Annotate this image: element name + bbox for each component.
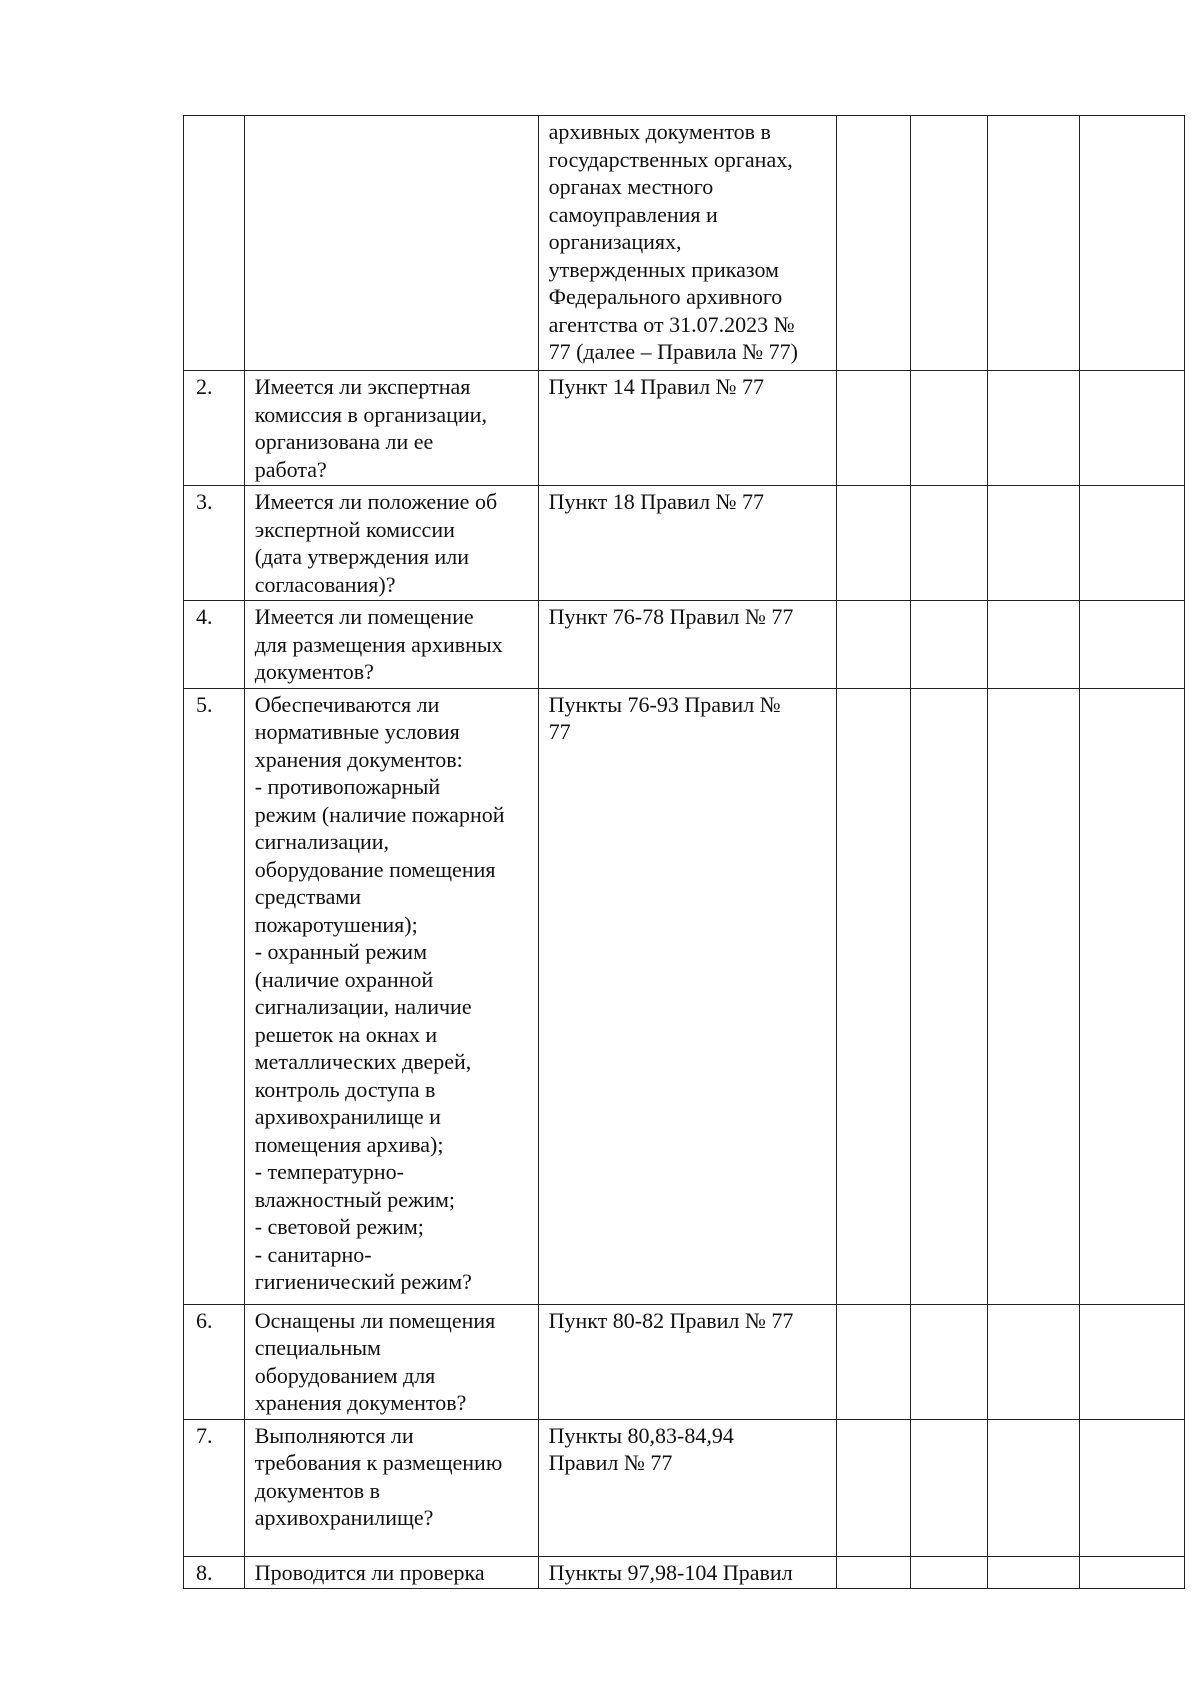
table-row — [184, 116, 1185, 371]
reference-cell — [538, 486, 836, 601]
table-row — [184, 688, 1185, 1304]
empty-answer-cell — [911, 688, 988, 1304]
empty-answer-cell — [836, 371, 911, 486]
reference-line: Пункт 80-82 Правил № 77 — [548, 1307, 794, 1333]
question-line: Выполняются ли — [254, 1422, 414, 1448]
reference-cell — [538, 116, 836, 371]
question-line: согласования)? — [254, 571, 396, 597]
empty-answer-cell — [1079, 688, 1184, 1304]
row-number — [184, 116, 245, 371]
question-line: нормативные условия — [254, 719, 460, 744]
question-line: Обеспечиваются ли — [254, 691, 440, 717]
table-row — [184, 371, 1185, 486]
question-line: - охранный режим — [254, 939, 427, 964]
empty-answer-cell — [911, 116, 988, 371]
question-cell — [244, 1304, 538, 1419]
empty-answer-cell — [987, 116, 1079, 371]
question-line: хранения документов: — [254, 746, 463, 772]
question-line: (наличие охранной — [254, 966, 434, 992]
empty-answer-cell — [911, 486, 988, 601]
table-row — [184, 601, 1185, 689]
question-line: экспертной комиссии — [254, 516, 455, 542]
empty-answer-cell — [987, 688, 1079, 1304]
question-line: Имеется ли помещение — [254, 604, 474, 629]
reference-cell — [538, 1556, 836, 1589]
empty-answer-cell — [1079, 116, 1184, 371]
reference-line: самоуправления и — [548, 201, 718, 227]
empty-answer-cell — [836, 601, 911, 689]
reference-line: Пункт 14 Правил № 77 — [548, 374, 765, 399]
question-cell — [244, 688, 538, 1304]
question-line: сигнализации, наличие — [254, 994, 472, 1019]
empty-answer-cell — [911, 601, 988, 689]
empty-answer-cell — [836, 1556, 911, 1589]
row-number: 2. — [184, 371, 245, 486]
question-line: - температурно- — [254, 1159, 404, 1184]
row-number: 4. — [184, 601, 245, 689]
empty-answer-cell — [987, 486, 1079, 601]
reference-line: утвержденных приказом — [548, 256, 779, 282]
table-row — [184, 1556, 1185, 1589]
empty-answer-cell — [987, 601, 1079, 689]
empty-answer-cell — [1079, 371, 1184, 486]
row-number: 6. — [184, 1304, 245, 1419]
question-line: пожаротушения); — [254, 911, 418, 937]
question-cell — [244, 1419, 538, 1556]
question-line: документов? — [254, 659, 374, 684]
empty-answer-cell — [911, 1556, 988, 1589]
question-line: металлических дверей, — [254, 1049, 472, 1074]
empty-answer-cell — [1079, 1419, 1184, 1556]
empty-answer-cell — [987, 1304, 1079, 1419]
reference-line: 77 — [548, 719, 571, 744]
question-line: Проводится ли проверка — [254, 1559, 485, 1585]
empty-answer-cell — [911, 371, 988, 486]
reference-line: государственных органах, — [548, 146, 793, 172]
question-line: (дата утверждения или — [254, 544, 470, 569]
empty-answer-cell — [1079, 601, 1184, 689]
reference-line: архивных документов в — [548, 119, 771, 144]
reference-cell — [538, 1419, 836, 1556]
reference-line: Федерального архивного — [548, 284, 783, 309]
question-line: архивохранилище и — [254, 1104, 441, 1129]
empty-answer-cell — [1079, 1304, 1184, 1419]
question-line: помещения архива); — [254, 1131, 444, 1157]
empty-answer-cell — [987, 1419, 1079, 1556]
reference-line: Пункт 76-78 Правил № 77 — [548, 604, 794, 629]
table-row — [184, 1419, 1185, 1556]
question-line: - санитарно- — [254, 1241, 372, 1267]
question-cell — [244, 486, 538, 601]
question-line: требования к размещению — [254, 1450, 503, 1475]
question-line: хранения документов? — [254, 1390, 467, 1415]
question-line: Имеется ли экспертная — [254, 374, 471, 399]
empty-answer-cell — [1079, 486, 1184, 601]
row-number: 3. — [184, 486, 245, 601]
reference-line: 77 (далее – Правила № 77) — [548, 339, 798, 364]
row-number: 8. — [184, 1556, 245, 1589]
question-line: оборудованием для — [254, 1362, 436, 1388]
reference-line: Пункты 97,98-104 Правил — [548, 1559, 793, 1585]
empty-answer-cell — [836, 1419, 911, 1556]
empty-answer-cell — [836, 116, 911, 371]
row-number: 5. — [184, 688, 245, 1304]
question-line: влажностный режим; — [254, 1186, 456, 1212]
empty-answer-cell — [1079, 1556, 1184, 1589]
reference-line: организациях, — [548, 229, 682, 254]
question-line: Оснащены ли помещения — [254, 1307, 496, 1333]
question-line: комиссия в организации, — [254, 401, 487, 427]
reference-line: Пункты 80,83-84,94 — [548, 1422, 734, 1448]
row-number: 7. — [184, 1419, 245, 1556]
empty-answer-cell — [911, 1419, 988, 1556]
question-cell — [244, 116, 538, 371]
question-line: организована ли ее — [254, 429, 434, 454]
reference-line: Правил № 77 — [548, 1450, 673, 1475]
table-row — [184, 1304, 1185, 1419]
reference-cell — [538, 1304, 836, 1419]
question-line: специальным — [254, 1335, 381, 1360]
question-line: работа? — [254, 456, 327, 482]
question-line: средствами — [254, 884, 362, 909]
reference-line: Пункты 76-93 Правил № — [548, 691, 781, 717]
checklist-table — [183, 115, 1185, 1589]
question-line: режим (наличие пожарной — [254, 801, 505, 827]
empty-answer-cell — [836, 688, 911, 1304]
table-row — [184, 486, 1185, 601]
reference-cell — [538, 371, 836, 486]
question-cell — [244, 1556, 538, 1589]
question-line: - противопожарный — [254, 774, 441, 799]
reference-cell — [538, 601, 836, 689]
reference-line: органах местного — [548, 174, 714, 199]
empty-answer-cell — [911, 1304, 988, 1419]
question-cell — [244, 601, 538, 689]
empty-answer-cell — [836, 1304, 911, 1419]
reference-line: Пункт 18 Правил № 77 — [548, 489, 765, 514]
empty-answer-cell — [987, 1556, 1079, 1589]
question-line: оборудование помещения — [254, 856, 496, 882]
question-line: сигнализации, — [254, 829, 390, 854]
question-line: документов в — [254, 1477, 381, 1503]
question-line: - световой режим; — [254, 1214, 424, 1239]
empty-answer-cell — [987, 371, 1079, 486]
reference-cell — [538, 688, 836, 1304]
empty-answer-cell — [836, 486, 911, 601]
question-line: контроль доступа в — [254, 1076, 436, 1102]
question-line: Имеется ли положение об — [254, 489, 498, 514]
reference-line: агентства от 31.07.2023 № — [548, 311, 795, 337]
question-cell — [244, 371, 538, 486]
question-line: архивохранилище? — [254, 1505, 434, 1530]
question-line: решеток на окнах и — [254, 1021, 438, 1047]
question-line: для размещения архивных — [254, 631, 503, 657]
question-line: гигиенический режим? — [254, 1269, 472, 1294]
